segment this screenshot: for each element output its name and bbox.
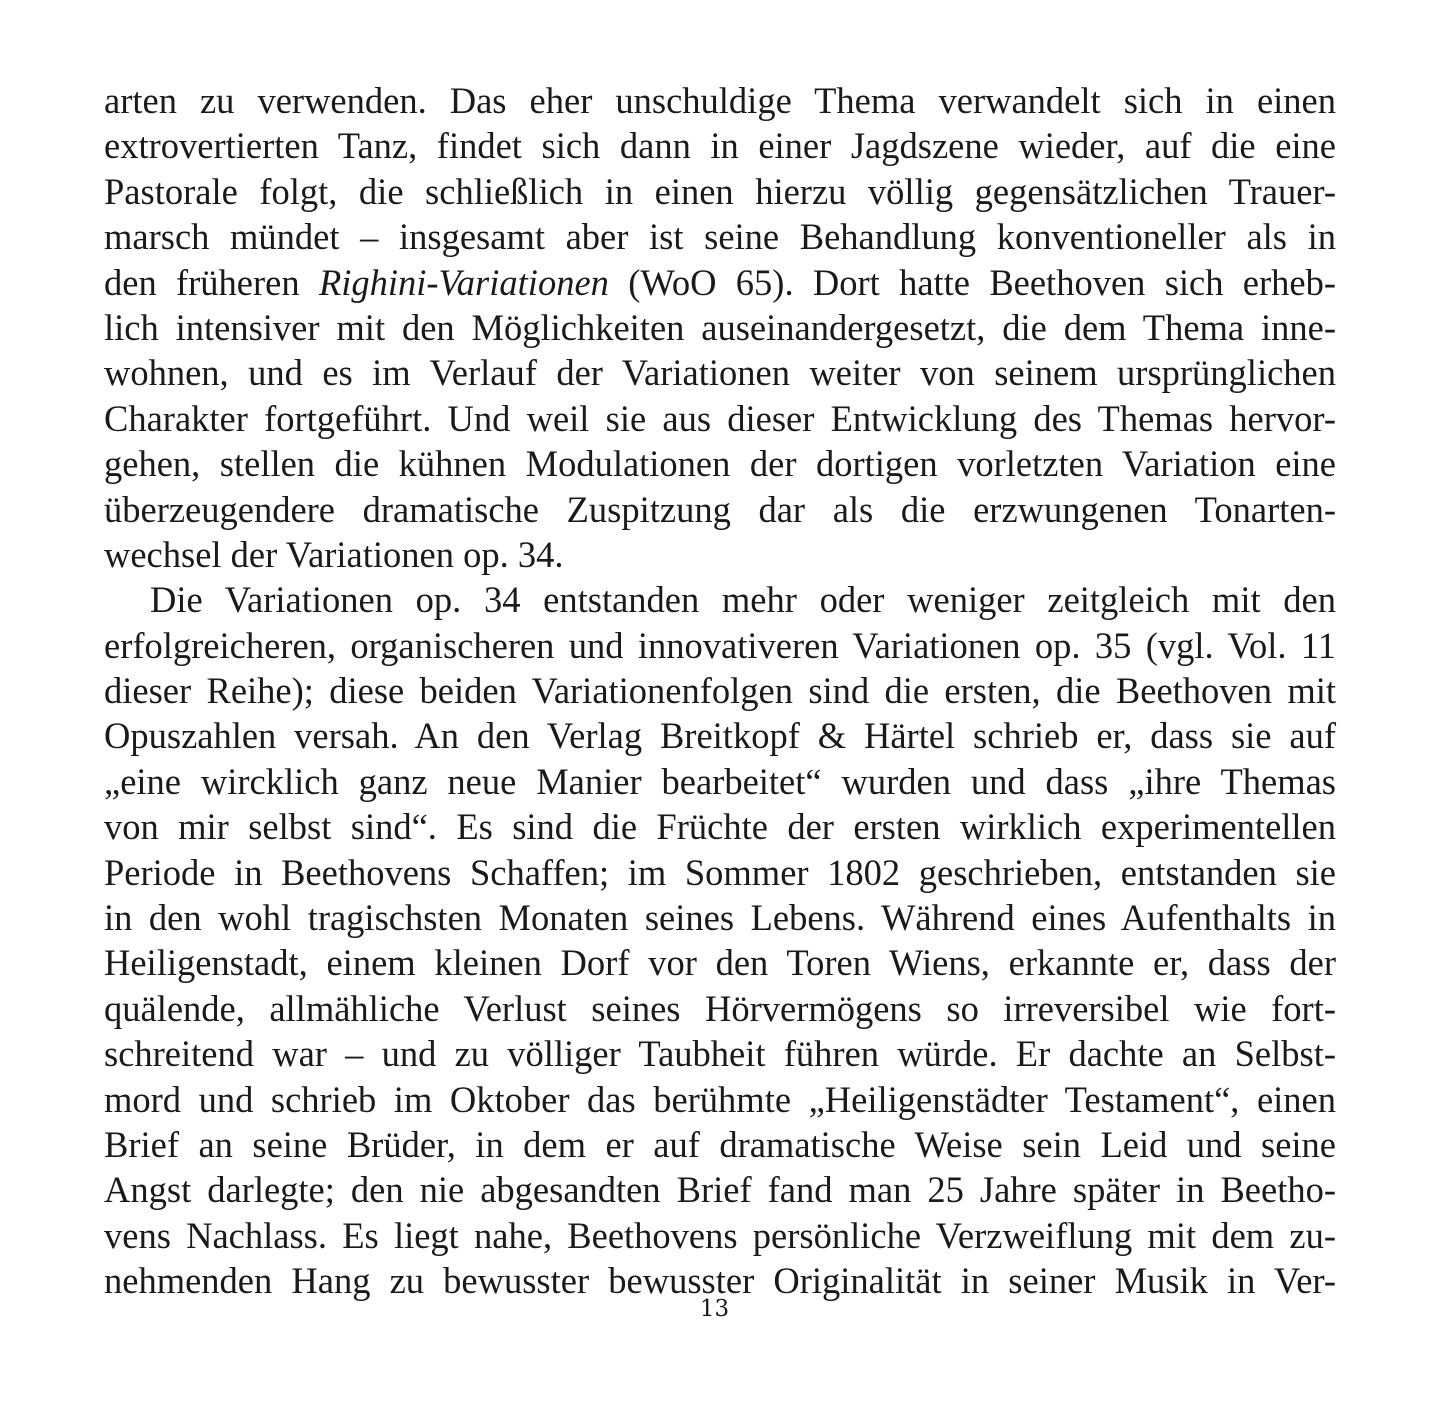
text-line: Die Variationen op. 34 entstanden mehr oder weniger zeitgleich mit den [150,579,1336,621]
text-segment: den früheren [104,261,300,303]
text-line: schreitend war – und zu völliger Taubheit führen würde. Er dachte an Selbst- [104,1033,1336,1075]
text-line: extrovertierten Tanz, findet sich dann in einer Jagdszene wieder, auf die eine [104,125,1336,167]
text-line: vens Nachlass. Es liegt nahe, Beethovens persönliche Verzweiflung mit dem zu- [104,1214,1336,1256]
text-line: Pastorale folgt, die schließlich in einen hierzu völlig gegensätzlichen Trauer- [104,170,1336,212]
text-line: dieser Reihe); diese beiden Variationenfolgen sind die ersten, die Beethoven mit [104,670,1336,712]
text-segment: (WoO 65). Dort hatte Beethoven sich erheb- [628,261,1337,303]
paragraph-1 [104,78,1336,577]
text-line [104,260,1336,305]
text-line: Charakter fortgeführt. Und weil sie aus dieser Entwicklung des Themas hervor- [104,397,1336,439]
page-number: 13 [699,1296,730,1322]
text-line: gehen, stellen die kühnen Modulationen der dortigen vorletzten Variation eine [104,443,1336,485]
text-line: arten zu verwenden. Das eher unschuldige Thema verwandelt sich in einen [104,80,1336,121]
text-line: Opuszahlen versah. An den Verlag Breitkopf & Härtel schrieb er, dass sie auf [104,715,1336,757]
text-line: nehmenden Hang zu bewusster bewusster Originalität in seiner Musik in Ver- [104,1260,1336,1302]
paragraph-2 [104,577,1336,1303]
text-line: Heiligenstadt, einem kleinen Dorf vor den Toren Wiens, erkannte er, dass der [104,942,1336,984]
text-line: überzeugendere dramatische Zuspitzung dar als die erzwungenen Tonarten- [104,488,1336,530]
text-line: wohnen, und es im Verlauf der Variationen weiter von seinem ursprünglichen [104,352,1336,394]
text-line: quälende, allmähliche Verlust seines Hörvermögens so irreversibel wie fort- [104,987,1336,1029]
body-text [104,78,1336,1304]
text-line: wechsel der Variationen op. 34. [104,533,564,575]
text-line: von mir selbst sind“. Es sind die Früchte der ersten wirklich experimentellen [104,806,1336,848]
text-line: erfolgreicheren, organischeren und innovativeren Variationen op. 35 (vgl. Vol. 11 [104,624,1336,666]
text-line: Periode in Beethovens Schaffen; im Sommer 1802 geschrieben, entstanden sie [104,851,1336,893]
text-line: mord und schrieb im Oktober das berühmte „Heiligenstädter Testament“, einen [104,1078,1336,1120]
text-line: in den wohl tragischsten Monaten seines Lebens. Während eines Aufenthalts in [104,897,1336,939]
text-line: Brief an seine Brüder, in dem er auf dramatische Weise sein Leid und seine [104,1123,1336,1165]
text-line: Angst darlegte; den nie abgesandten Brief fand man 25 Jahre später in Beetho- [104,1169,1336,1211]
text-line: lich intensiver mit den Möglichkeiten auseinandergesetzt, die dem Thema inne- [104,306,1336,348]
italic-work-title: Righini-Variationen [318,261,609,303]
text-line: „eine wircklich ganz neue Manier bearbeitet“ wurden und dass „ihre Themas [104,760,1336,802]
text-line: marsch mündet – insgesamt aber ist seine Behandlung konventioneller als in [104,216,1336,258]
